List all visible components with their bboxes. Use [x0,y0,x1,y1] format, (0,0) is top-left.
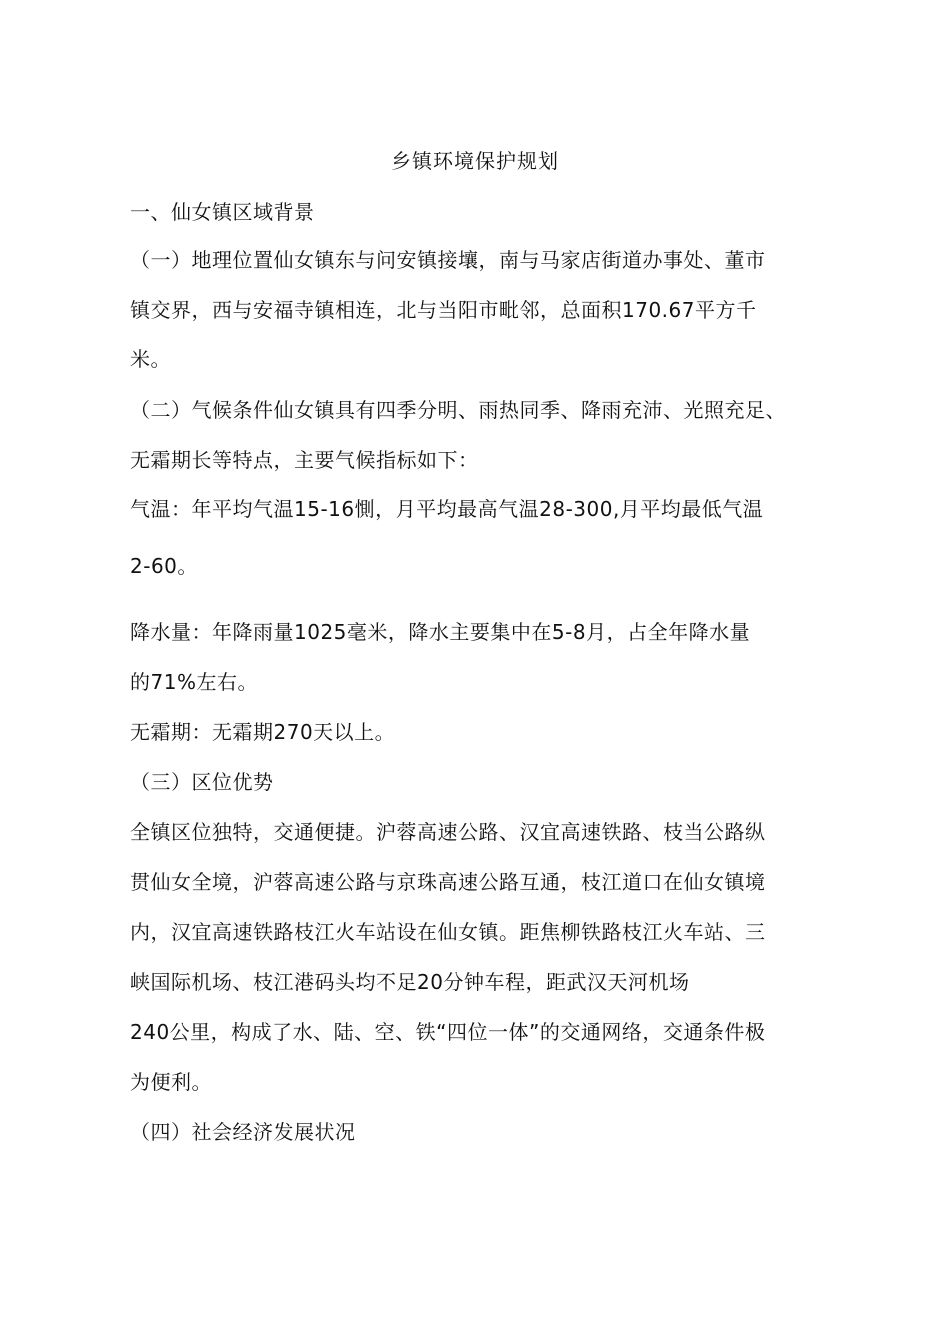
paragraph-line: 为便利。 [130,1070,212,1094]
paragraph-line: 240公里，构成了水、陆、空、铁“四位一体”的交通网络，交通条件极 [130,1020,766,1044]
paragraph-line: 无霜期长等特点，主要气候指标如下： [130,448,479,472]
paragraph-line: 镇交界，西与安福寺镇相连，北与当阳市毗邻，总面积170.67平方千 [130,298,757,322]
paragraph-line: 2-60。 [130,554,198,578]
section-heading: （四）社会经济发展状况 [130,1120,356,1144]
paragraph-line: 米。 [130,347,171,371]
paragraph-line: 无霜期：无霜期270天以上。 [130,720,396,744]
paragraph-line: 降水量：年降雨量1025毫米，降水主要集中在5-8月，占全年降水量 [130,620,751,644]
paragraph-line: 内，汉宜高速铁路枝江火车站设在仙女镇。距焦柳铁路枝江火车站、三 [130,920,766,944]
paragraph-line: 气温：年平均气温15-16惻，月平均最高气温28-300,月平均最低气温 [130,497,764,521]
section-heading: 一、仙女镇区域背景 [130,200,315,224]
paragraph-line: （一）地理位置仙女镇东与问安镇接壤，南与马家店街道办事处、董市 [130,248,766,272]
paragraph-line: 全镇区位独特，交通便捷。沪蓉高速公路、汉宜高速铁路、枝当公路纵 [130,820,766,844]
paragraph-line: 的71%左右。 [130,670,258,694]
paragraph-line: 贯仙女全境，沪蓉高速公路与京珠高速公路互通，枝江道口在仙女镇境 [130,870,766,894]
paragraph-line: （二）气候条件仙女镇具有四季分明、雨热同季、降雨充沛、光照充足、 [130,398,786,422]
document-title: 乡镇环境保护规划 [391,149,559,173]
section-heading: （三）区位优势 [130,770,274,794]
paragraph-line: 峡国际机场、枝江港码头均不足20分钟车程，距武汉天河机场 [130,970,690,994]
